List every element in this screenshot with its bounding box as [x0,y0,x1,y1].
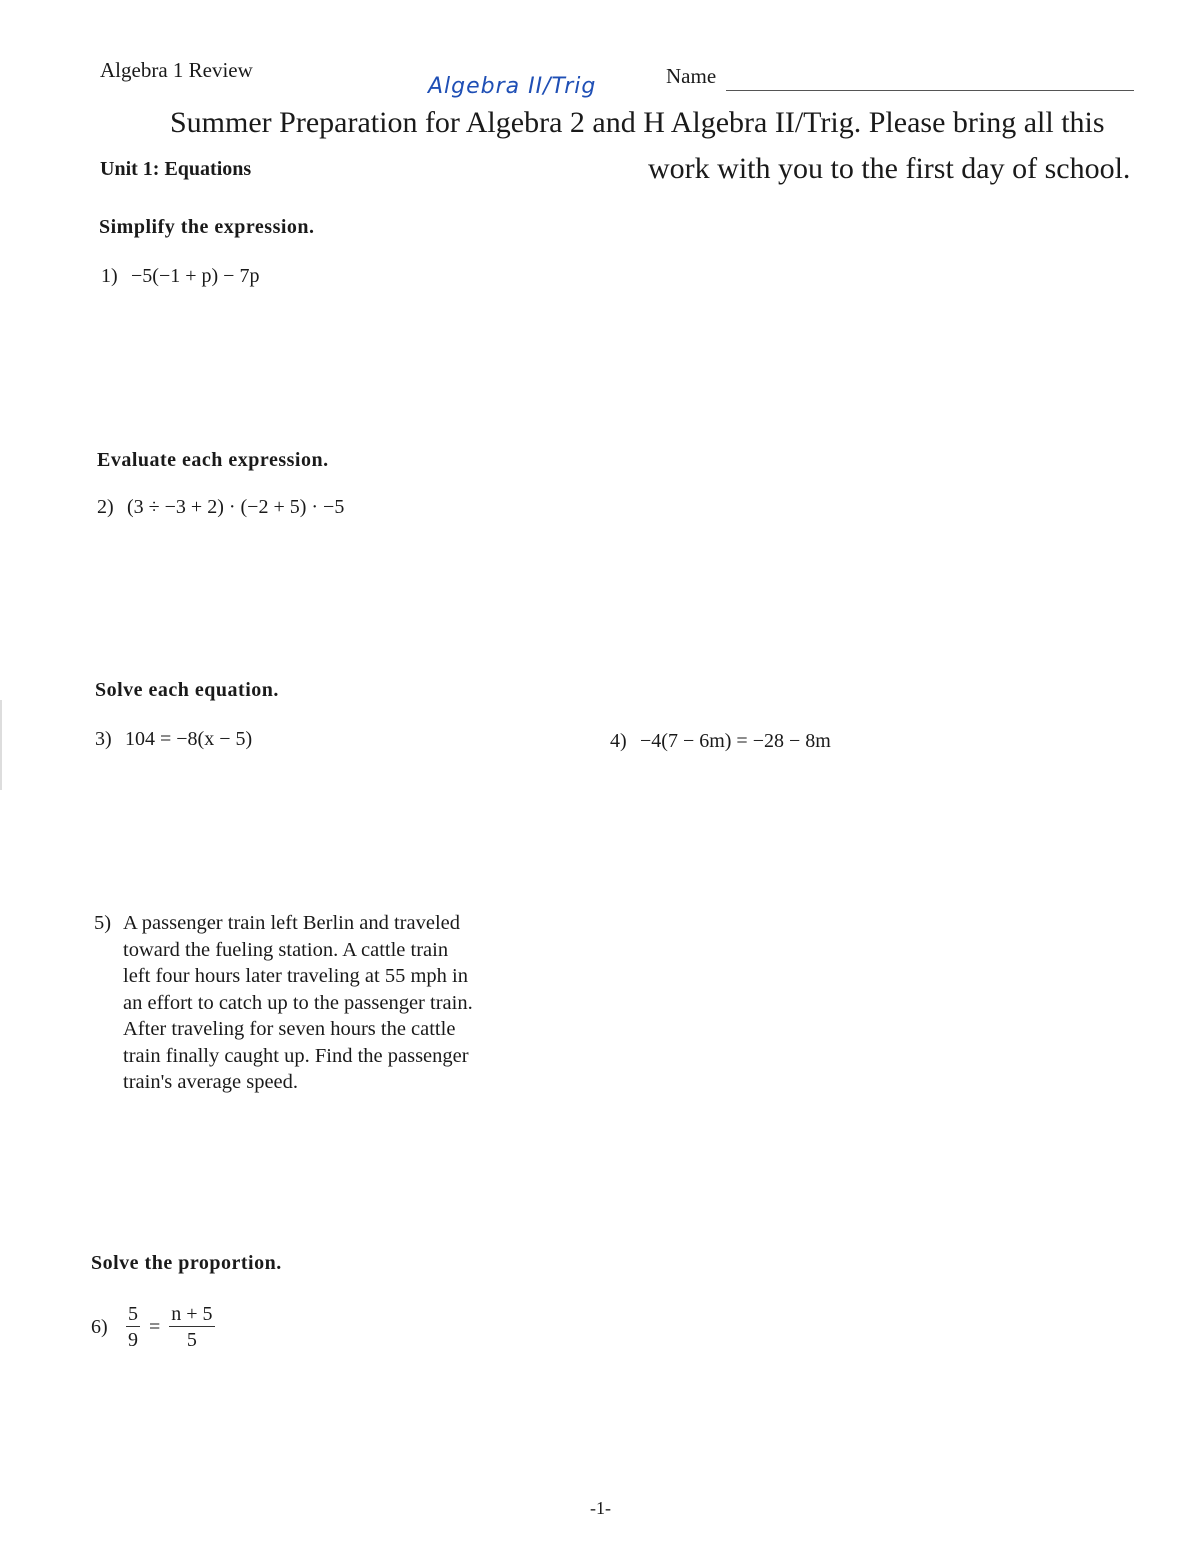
word-problem-line: toward the fueling station. A cattle train [123,938,449,961]
instructions-line-2: work with you to the first day of school. [648,152,1131,185]
word-problem-line: A passenger train left Berlin and traveled [123,912,460,934]
section-title-solve-proportion: Solve the proportion. [91,1252,282,1274]
word-problem-line: an effort to catch up to the passenger train. [123,991,473,1014]
course-title: Algebra 1 Review [100,58,253,82]
problem-expression: 104 = −8(x − 5) [125,728,253,750]
problem-number: 5) [94,912,112,934]
section-title-solve-equation: Solve each equation. [95,679,279,701]
problem-6 [91,1302,215,1353]
word-problem-line: After traveling for seven hours the cattle [123,1018,456,1040]
problem-expression: −5(−1 + p) − 7p [131,265,260,287]
word-problem-line: train's average speed. [123,1071,299,1093]
problem-5 [94,910,534,1096]
problem-2 [97,496,344,519]
equals-sign: = [149,1316,161,1338]
fraction-denominator: 9 [128,1329,138,1351]
scan-edge-mark [0,700,2,790]
problem-number: 2) [97,496,114,518]
section-title-simplify: Simplify the expression. [99,216,315,238]
word-problem-text [123,910,534,1096]
name-label: Name [666,64,717,88]
problem-expression: −4(7 − 6m) = −28 − 8m [640,730,831,752]
problem-1 [101,265,259,288]
page-number: -1- [590,1498,611,1518]
handwritten-note: Algebra II/Trig [428,74,597,99]
fraction-numerator: 5 [128,1303,138,1325]
problem-number: 3) [95,728,112,750]
section-title-evaluate: Evaluate each expression. [97,449,329,471]
fraction-numerator: n + 5 [171,1303,213,1325]
problem-4 [610,730,831,753]
problem-number: 4) [610,730,627,752]
unit-title: Unit 1: Equations [100,158,252,180]
fraction-right [169,1302,214,1353]
word-problem-line: train finally caught up. Find the passenger [123,1044,469,1067]
word-problem-line: left four hours later traveling at 55 mph in [123,965,468,987]
problem-3 [95,728,252,751]
fraction-denominator: 5 [186,1329,197,1351]
instructions-line-1: Summer Preparation for Algebra 2 and H Algebra II/Trig. Please bring all this [170,106,1105,139]
problem-number: 1) [101,265,118,287]
problem-expression: (3 ÷ −3 + 2) · (−2 + 5) · −5 [127,496,345,518]
problem-number: 6) [91,1316,108,1338]
name-field-line[interactable] [726,90,1134,91]
fraction-left [126,1302,140,1353]
